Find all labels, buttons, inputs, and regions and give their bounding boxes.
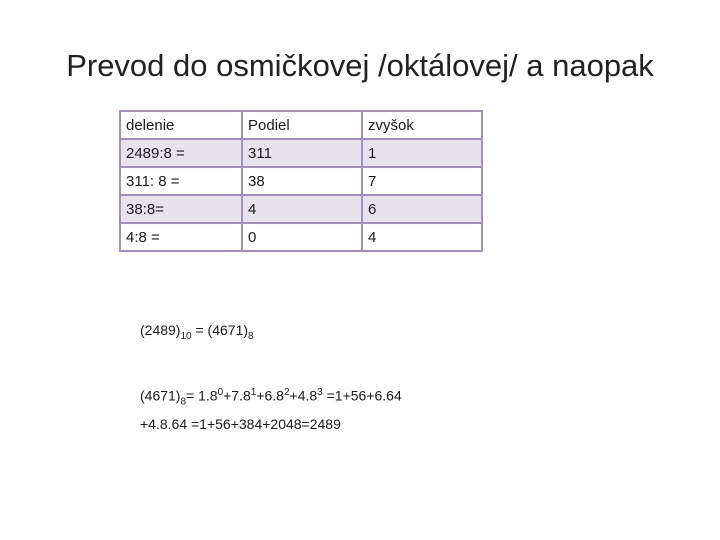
cell-delenie: 311: 8 = (120, 167, 242, 195)
eq2-exponent: 0 (217, 387, 224, 398)
table-row (120, 167, 482, 195)
cell-zvysok: 4 (362, 223, 482, 251)
eq2-part: = 1.8 (186, 387, 218, 404)
eq1-middle: = (4671) (191, 322, 249, 338)
header-podiel: Podiel (242, 111, 362, 139)
table-row (120, 195, 482, 223)
eq2-base: 8 (180, 396, 187, 408)
back-conversion-equation (140, 382, 402, 435)
eq2-line1 (140, 382, 402, 413)
eq2-part: (4671) (140, 387, 181, 404)
page-title: Prevod do osmičkovej /oktálovej/ a naopak (66, 48, 654, 83)
cell-delenie: 38:8= (120, 195, 242, 223)
cell-zvysok: 7 (362, 167, 482, 195)
eq2-part: +7.8 (223, 387, 251, 404)
eq2-part: +4.8 (289, 387, 318, 404)
cell-zvysok: 6 (362, 195, 482, 223)
cell-podiel: 4 (242, 195, 362, 223)
cell-delenie: 4:8 = (120, 223, 242, 251)
cell-podiel: 38 (242, 167, 362, 195)
eq2-part: =1+56+6.64 (322, 387, 402, 404)
header-delenie: delenie (120, 111, 242, 139)
table-header-row (120, 111, 482, 139)
eq2-exponent: 1 (250, 387, 257, 398)
eq2-part: +6.8 (256, 387, 284, 404)
cell-podiel: 0 (242, 223, 362, 251)
conversion-table (119, 110, 483, 252)
cell-podiel: 311 (242, 139, 362, 167)
eq2-exponent: 2 (283, 387, 290, 398)
table-row (120, 223, 482, 251)
table-row (120, 139, 482, 167)
cell-delenie: 2489:8 = (120, 139, 242, 167)
cell-zvysok: 1 (362, 139, 482, 167)
eq1-left-value: (2489) (140, 322, 181, 338)
eq1-right-base: 8 (248, 330, 254, 342)
header-zvysok: zvyšok (362, 111, 482, 139)
eq1-left-base: 10 (180, 330, 192, 342)
conversion-result-equation (140, 322, 254, 342)
eq2-line2: +4.8.64 =1+56+384+2048=2489 (140, 416, 341, 433)
eq2-exponent: 3 (317, 387, 323, 398)
